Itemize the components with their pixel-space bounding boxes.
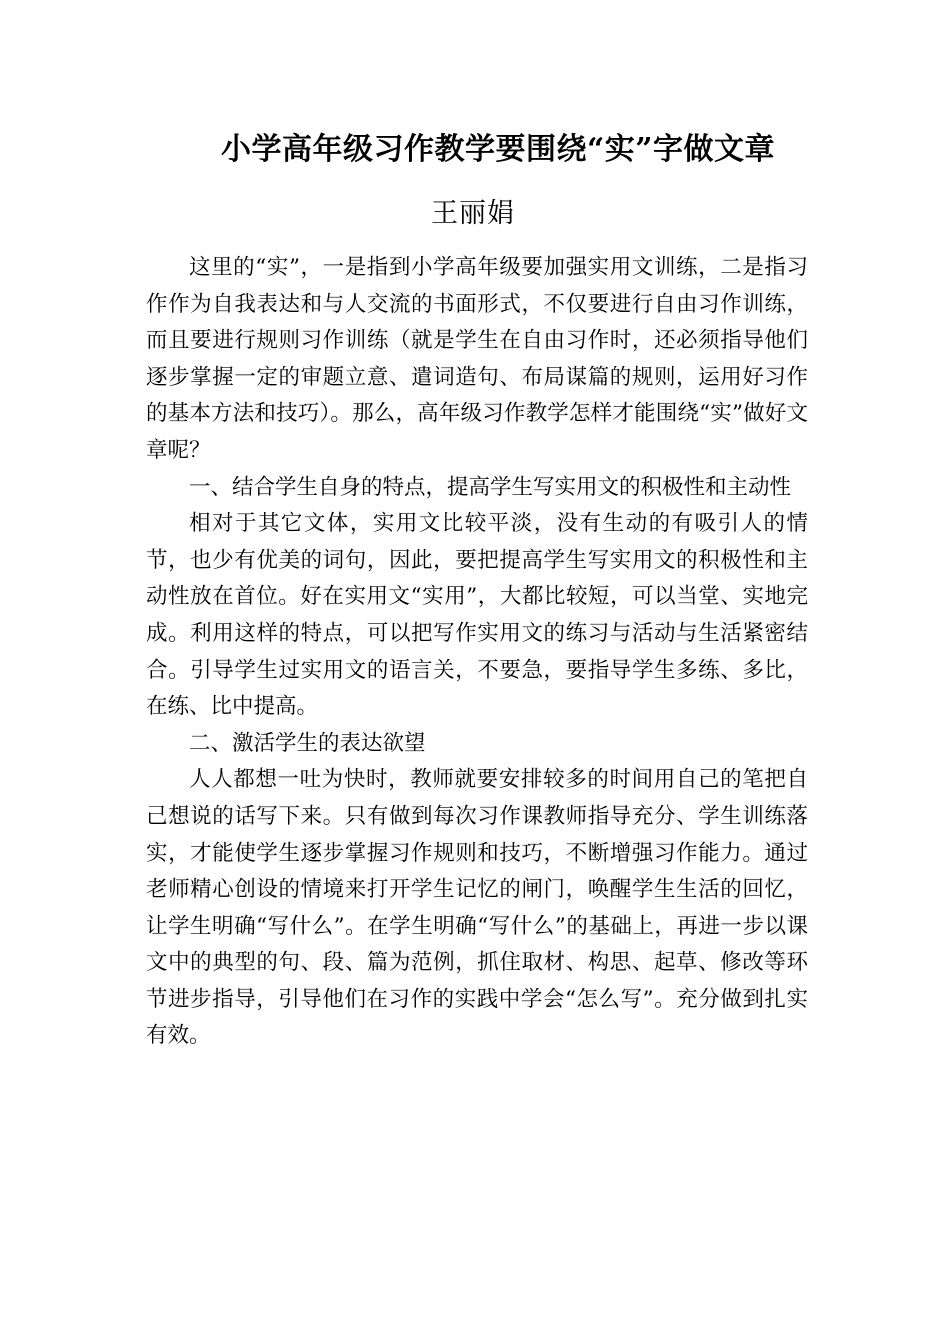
section-heading-2: 二、激活学生的表达欲望 <box>189 730 426 756</box>
author-name: 王丽娟 <box>431 198 515 229</box>
intro-paragraph: 这里的“实”，一是指到小学高年级要加强实用文训练，二是指习作作为自我表达和与人交流的书面形式，不仅要进行自由习作训练，而且要进行规则习作训练（就是学生在自由习作时，还必须指导他们逐步掌握一定的审题立意、遣词造句、布局谋篇的规则，运用好习作的基本方法和技巧）。那么，高年级习作教学怎样才能围绕“实”做好文章呢？ <box>146 255 808 463</box>
document-body <box>146 250 808 1055</box>
section-2-paragraph: 人人都想一吐为快时，教师就要安排较多的时间用自己的笔把自己想说的话写下来。只有做到每次习作课教师指导充分、学生训练落实，才能使学生逐步掌握习作规则和技巧，不断增强习作能力。通过老师精心创设的情境来打开学生记忆的闸门，唤醒学生生活的回忆，让学生明确“写什么”。在学生明确“写什么”的基础上，再进一步以课文中的典型的句、段、篇为范例，抓住取材、构思、起草、修改等环节进步指导，引导他们在习作的实践中学会“怎么写”。充分做到扎实有效。 <box>146 767 808 1049</box>
document-title: 小学高年级习作教学要围绕“实”字做文章 <box>220 132 775 167</box>
section-1-paragraph: 相对于其它文体，实用文比较平淡，没有生动的有吸引人的情节，也少有优美的词句，因此，要把提高学生写实用文的积极性和主动性放在首位。好在实用文“实用”，大都比较短，可以当堂、实地完成。利用这样的特点，可以把写作实用文的练习与活动与生活紧密结合。引导学生过实用文的语言关，不要急，要指导学生多练、多比，在练、比中提高。 <box>146 511 808 720</box>
section-heading-1: 一、结合学生自身的特点，提高学生写实用文的积极性和主动性 <box>189 474 792 500</box>
